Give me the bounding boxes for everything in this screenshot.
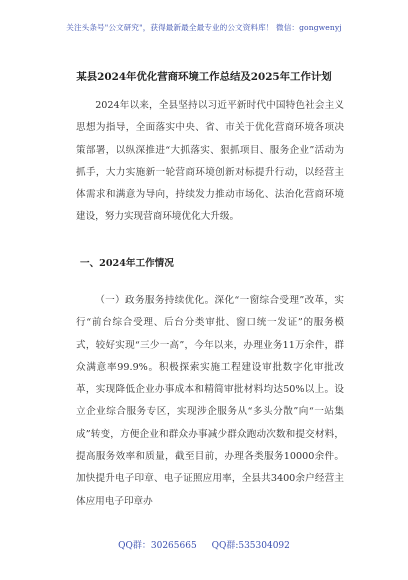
section-heading: 一、2024年工作情况 [80,258,174,269]
footer-qq-group-1[interactable]: QQ群：30265665 [118,541,197,551]
section-paragraph: （一）政务服务持续优化。深化“一窗综合受理”改革，实行“前台综合受理、后台分类审批、窗口统一发证”的服务模式，较好实现“三少一高”，今年以来，办理业务11万余件，群众满意率99.9%。积极探索实施工程建设审批数字化审批改革，实现降低企业办事成本和精简审批材料均达50%以上。设立企业综合服务专区，实现涉企服务从“多头分散”向“一站集成”转变，方便企业和群众办事减少群众跑动次数和提交材料，提高服务效率和质量，截至目前，办理各类服务10000余件。加快提升电子印章、电子证照应用率，全县共3400余户经营主体应用电子印章办 [76,295,344,507]
intro-paragraph: 2024年以来，全县坚持以习近平新时代中国特色社会主义思想为指导，全面落实中央、省、市关于优化营商环境各项决策部署，以纵深推进“大抓落实、狠抓项目、服务企业”活动为抓手，大力实施新一轮营商环境创新对标提升行动，以经营主体需求和满意为导向，持续发力推动市场化、法治化营商环境建设，努力实现营商环境优化大升级。 [76,100,344,223]
footer-contacts [0,538,408,551]
document-title: 某县2024年优化营商环境工作总结及2025年工作计划 [76,71,332,83]
footer-qq-group-2[interactable]: QQ群:535304092 [211,541,290,551]
promo-banner[interactable]: 关注头条号"公文研究"，获得最新最全最专业的公文资料库！ 微信：gongwenyj [66,23,342,32]
